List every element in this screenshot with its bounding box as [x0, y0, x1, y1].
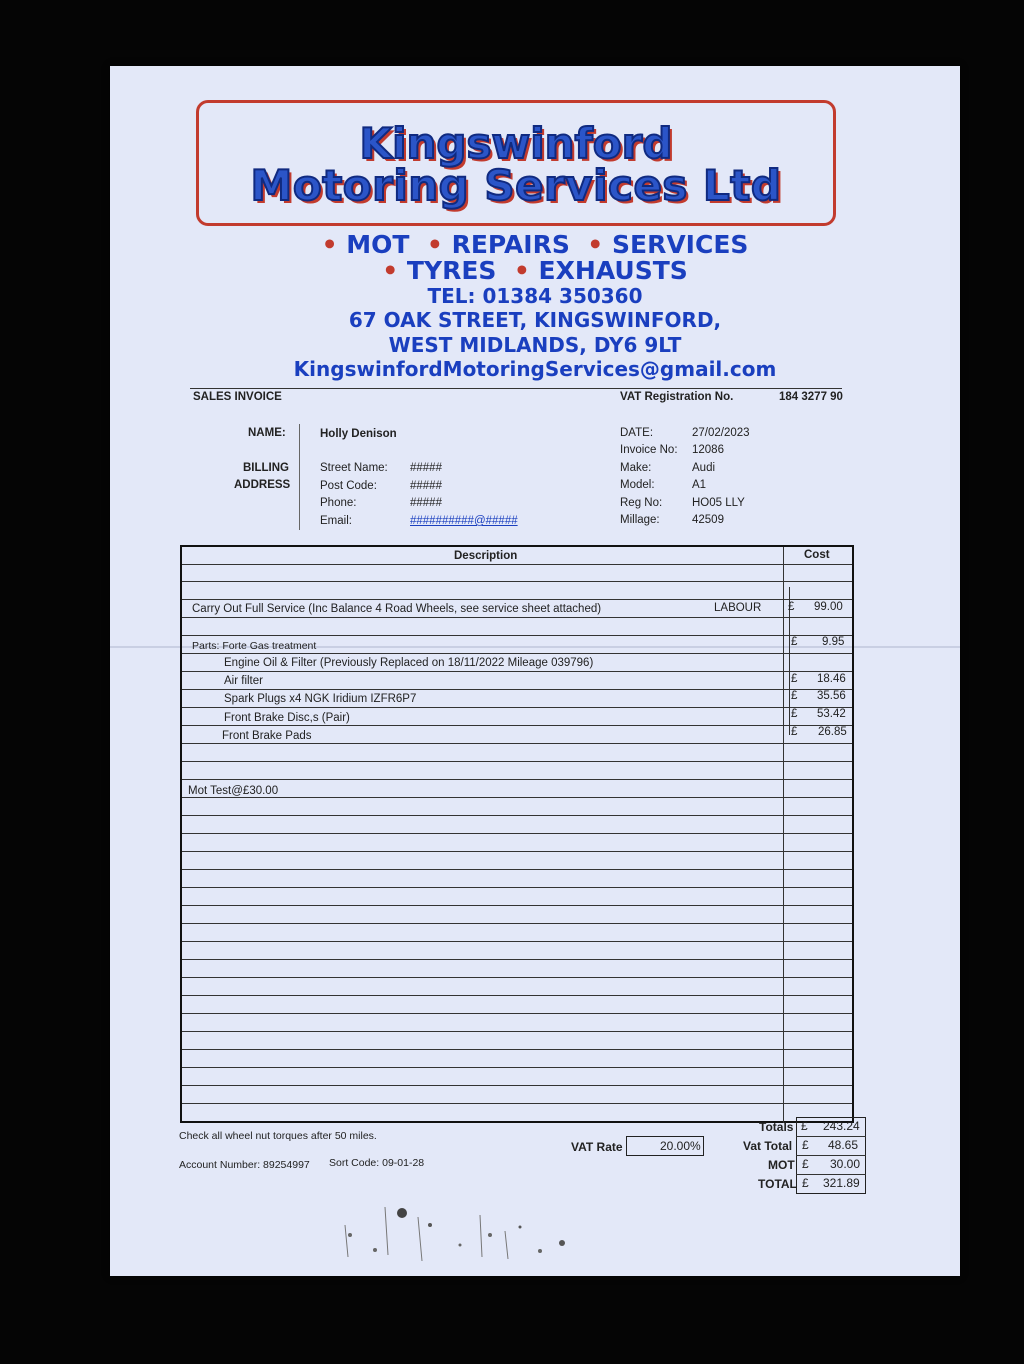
- service-exhausts: EXHAUSTS: [538, 256, 688, 285]
- service-services: SERVICES: [611, 230, 749, 259]
- item-currency-spark-plugs: £: [791, 690, 798, 702]
- email-value[interactable]: ##########@#####: [410, 515, 518, 527]
- item-desc-engine-oil: Engine Oil & Filter (Previously Replaced on 18/11/2022 Mileage 039796): [224, 657, 594, 669]
- model-value: A1: [692, 479, 707, 491]
- grand-total-label: TOTAL: [758, 1177, 797, 1191]
- item-desc-brake-discs: Front Brake Disc,s (Pair): [224, 712, 350, 724]
- labour-cost: 99.00: [814, 601, 843, 613]
- item-currency-air-filter: £: [791, 673, 798, 685]
- sort-code: Sort Code: 09-01-28: [329, 1157, 425, 1169]
- email-label: Email:: [320, 515, 352, 527]
- vat-total-value: 48.65: [828, 1138, 859, 1152]
- parts-cost: 9.95: [822, 636, 845, 648]
- items-table: [180, 545, 854, 1123]
- company-address-line1: 67 OAK STREET, KINGSWINFORD,: [348, 308, 722, 332]
- cost-column-divider: [783, 547, 784, 1123]
- grand-total-value: 321.89: [823, 1176, 860, 1190]
- item-currency-brake-pads: £: [791, 726, 798, 738]
- company-tel: TEL: 01384 350360: [427, 284, 643, 308]
- invoice-title: SALES INVOICE: [193, 391, 282, 403]
- parts-currency: £: [791, 636, 798, 648]
- header-rule: [190, 388, 842, 389]
- totals-label: Totals: [759, 1120, 794, 1134]
- vat-reg-label: VAT Registration No.: [620, 391, 734, 403]
- date-value: 27/02/2023: [692, 427, 750, 439]
- footer-note: Check all wheel nut torques after 50 miles.: [179, 1130, 377, 1142]
- vat-total-label: Vat Total: [743, 1139, 793, 1153]
- item-desc-air-filter: Air filter: [224, 675, 263, 687]
- parts-description: Parts: Forte Gas treatment: [192, 640, 317, 652]
- name-label: NAME:: [248, 427, 286, 439]
- item-cost-air-filter: 18.46: [817, 673, 846, 685]
- totals-value: 243.24: [823, 1119, 860, 1133]
- totals-currency: £: [801, 1119, 808, 1133]
- services-line2: • TYRES • EXHAUSTS: [382, 256, 688, 285]
- mot-total-value: 30.00: [830, 1157, 861, 1171]
- mileage-value: 42509: [692, 514, 724, 526]
- street-label: Street Name:: [320, 462, 388, 474]
- postcode-value: #####: [410, 480, 442, 492]
- ink-smudge-mark: [330, 1195, 590, 1265]
- company-address-line2: WEST MIDLANDS, DY6 9LT: [388, 333, 682, 357]
- mot-total-label: MOT: [768, 1158, 795, 1172]
- company-email: KingswinfordMotoringServices@gmail.com: [293, 357, 777, 381]
- service-mot: MOT: [346, 230, 410, 259]
- service-tyres: TYRES: [406, 256, 497, 285]
- vat-total-currency: £: [802, 1138, 809, 1152]
- phone-value: #####: [410, 497, 442, 509]
- reg-value: HO05 LLY: [692, 497, 745, 509]
- item-cost-brake-discs: 53.42: [817, 708, 846, 720]
- mot-total-currency: £: [802, 1157, 809, 1171]
- grand-total-currency: £: [802, 1176, 809, 1190]
- account-number: Account Number: 89254997: [179, 1159, 310, 1171]
- invoice-no-value: 12086: [692, 444, 724, 456]
- phone-label: Phone:: [320, 497, 357, 509]
- col-cost: Cost: [804, 549, 830, 561]
- item-cost-spark-plugs: 35.56: [817, 690, 846, 702]
- make-label: Make:: [620, 462, 652, 474]
- vat-rate-label: VAT Rate: [571, 1140, 623, 1154]
- make-value: Audi: [692, 462, 716, 474]
- item-desc-spark-plugs: Spark Plugs x4 NGK Iridium IZFR6P7: [224, 693, 417, 705]
- mileage-label: Millage:: [620, 514, 660, 526]
- item-cost-brake-pads: 26.85: [818, 726, 847, 738]
- address-label: ADDRESS: [234, 479, 291, 491]
- postcode-label: Post Code:: [320, 480, 377, 492]
- col-description: Description: [454, 550, 518, 562]
- services-line1: • MOT • REPAIRS • SERVICES: [321, 230, 749, 259]
- customer-name: Holly Denison: [320, 428, 397, 440]
- model-label: Model:: [620, 479, 655, 491]
- logo-line2: Motoring Services Ltd: [250, 161, 782, 210]
- labour-currency: £: [788, 601, 795, 613]
- labour-tag: LABOUR: [714, 602, 762, 614]
- vat-rate-value: 20.00%: [660, 1139, 701, 1153]
- company-logo: [196, 100, 836, 226]
- item-currency-brake-discs: £: [791, 708, 798, 720]
- logo-line1: Kingswinford: [359, 119, 673, 168]
- date-label: DATE:: [620, 427, 654, 439]
- vat-reg-value: 184 3277 90: [779, 391, 843, 403]
- invoice-no-label: Invoice No:: [620, 444, 678, 456]
- street-value: #####: [410, 462, 442, 474]
- mot-description: Mot Test@£30.00: [188, 785, 279, 797]
- service-repairs: REPAIRS: [451, 230, 570, 259]
- reg-label: Reg No:: [620, 497, 663, 509]
- item-desc-brake-pads: Front Brake Pads: [222, 730, 312, 742]
- labour-description: Carry Out Full Service (Inc Balance 4 Road Wheels, see service sheet attached): [192, 603, 602, 615]
- billing-label: BILLING: [243, 462, 289, 474]
- name-divider: [299, 424, 300, 530]
